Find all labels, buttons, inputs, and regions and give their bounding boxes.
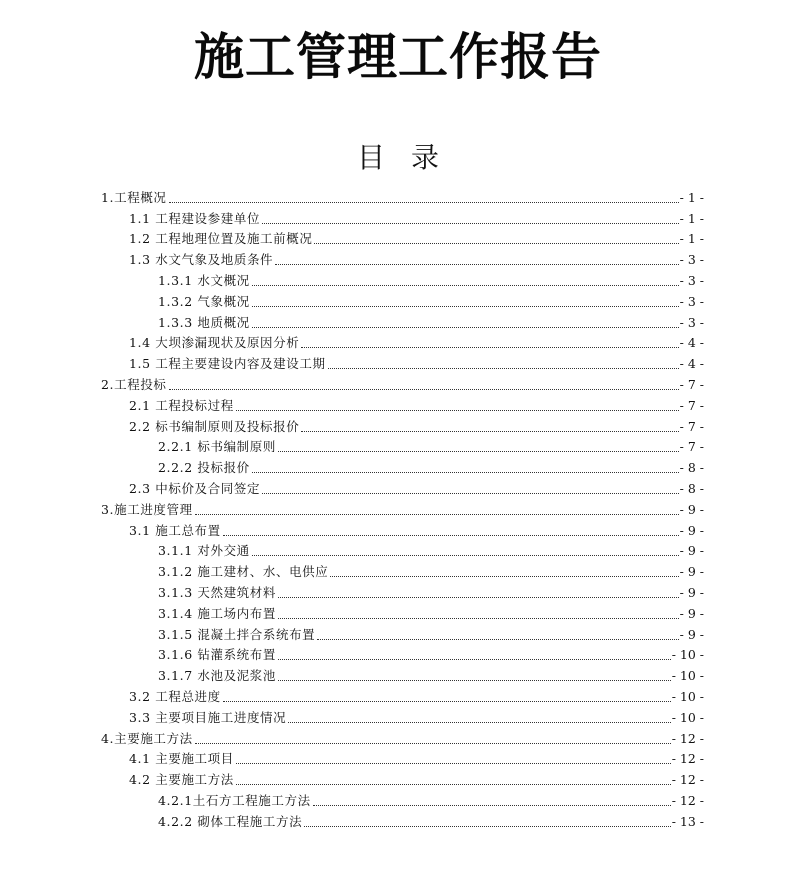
toc-entry-title: 2.2 标书编制原则及投标报价 xyxy=(129,418,300,434)
toc-entry[interactable] xyxy=(0,789,796,810)
toc-entry[interactable] xyxy=(0,290,796,311)
toc-entry-title: 4.2.2 砌体工程施工方法 xyxy=(158,813,303,829)
toc-dot-leader xyxy=(252,471,679,473)
toc-entry-title: 3.1.6 钻灌系统布置 xyxy=(158,647,276,663)
toc-entry[interactable] xyxy=(0,207,796,228)
toc-entry[interactable] xyxy=(0,727,796,748)
toc-entry-title: 2.2.2 投标报价 xyxy=(158,460,250,476)
toc-entry-title: 4.2 主要施工方法 xyxy=(129,772,234,788)
toc-dot-leader xyxy=(169,388,679,390)
toc-entry-title: 3.1.7 水池及泥浆池 xyxy=(158,668,276,684)
toc-page-number: - 10 - xyxy=(671,688,704,704)
toc-page-number: - 9 - xyxy=(679,605,704,621)
toc-dot-leader xyxy=(278,658,671,660)
toc-dot-leader xyxy=(169,201,679,203)
toc-entry[interactable] xyxy=(0,456,796,477)
toc-entry-title: 1.工程概况 xyxy=(101,189,167,205)
toc-entry[interactable] xyxy=(0,685,796,706)
toc-entry-title: 3.1.1 对外交通 xyxy=(158,543,250,559)
toc-entry[interactable] xyxy=(0,311,796,332)
toc-entry-title: 1.3.1 水文概况 xyxy=(158,272,250,288)
toc-entry[interactable] xyxy=(0,768,796,789)
toc-entry[interactable] xyxy=(0,810,796,831)
toc-entry[interactable] xyxy=(0,644,796,665)
toc-page-number: - 3 - xyxy=(679,314,704,330)
toc-page-number: - 7 - xyxy=(679,418,704,434)
toc-entry-title: 4.2.1土石方工程施工方法 xyxy=(158,792,311,808)
toc-entry[interactable] xyxy=(0,706,796,727)
toc-dot-leader xyxy=(195,742,671,744)
toc-page-number: - 7 - xyxy=(679,397,704,413)
toc-page-number: - 9 - xyxy=(679,564,704,580)
toc-entry-title: 2.2.1 标书编制原则 xyxy=(158,439,276,455)
toc-entry[interactable] xyxy=(0,436,796,457)
toc-dot-leader xyxy=(252,554,679,556)
toc-page-number: - 3 - xyxy=(679,272,704,288)
toc-dot-leader xyxy=(278,596,679,598)
toc-page-number: - 1 - xyxy=(679,210,704,226)
toc-page-number: - 9 - xyxy=(679,501,704,517)
toc-page-number: - 4 - xyxy=(679,356,704,372)
toc-dot-leader xyxy=(236,783,671,785)
toc-entry[interactable] xyxy=(0,373,796,394)
toc-entry[interactable] xyxy=(0,540,796,561)
toc-dot-leader xyxy=(236,762,671,764)
toc-dot-leader xyxy=(252,305,679,307)
toc-entry[interactable] xyxy=(0,748,796,769)
toc-page-number: - 10 - xyxy=(671,647,704,663)
toc-dot-leader xyxy=(301,430,678,432)
toc-entry-title: 3.1.5 混凝土拌合系统布置 xyxy=(158,626,316,642)
toc-entry[interactable] xyxy=(0,248,796,269)
table-of-contents xyxy=(0,186,796,831)
toc-dot-leader xyxy=(275,263,678,265)
toc-page-number: - 9 - xyxy=(679,584,704,600)
toc-page-number: - 8 - xyxy=(679,480,704,496)
toc-dot-leader xyxy=(195,513,679,515)
toc-page-number: - 3 - xyxy=(679,252,704,268)
toc-entry[interactable] xyxy=(0,519,796,540)
toc-dot-leader xyxy=(328,367,679,369)
toc-entry[interactable] xyxy=(0,664,796,685)
toc-dot-leader xyxy=(278,450,679,452)
toc-entry[interactable] xyxy=(0,477,796,498)
toc-heading: 目录 xyxy=(356,141,465,174)
toc-entry-title: 1.1 工程建设参建单位 xyxy=(129,210,261,226)
toc-page-number: - 12 - xyxy=(671,751,704,767)
toc-page-number: - 12 - xyxy=(671,792,704,808)
toc-dot-leader xyxy=(252,326,679,328)
toc-entry-title: 4.1 主要施工项目 xyxy=(129,751,234,767)
toc-entry-title: 1.3.2 气象概况 xyxy=(158,293,250,309)
toc-page-number: - 1 - xyxy=(679,189,704,205)
toc-dot-leader xyxy=(314,242,678,244)
toc-dot-leader xyxy=(313,804,671,806)
toc-page-number: - 7 - xyxy=(679,439,704,455)
toc-entry-title: 2.1 工程投标过程 xyxy=(129,397,234,413)
toc-entry-title: 2.工程投标 xyxy=(101,376,167,392)
toc-entry-title: 3.1.2 施工建材、水、电供应 xyxy=(158,564,329,580)
toc-entry[interactable] xyxy=(0,394,796,415)
toc-dot-leader xyxy=(236,409,679,411)
toc-page-number: - 10 - xyxy=(671,668,704,684)
toc-dot-leader xyxy=(301,346,678,348)
toc-dot-leader xyxy=(252,284,679,286)
toc-page-number: - 13 - xyxy=(671,813,704,829)
toc-entry[interactable] xyxy=(0,560,796,581)
toc-page-number: - 4 - xyxy=(679,335,704,351)
toc-entry[interactable] xyxy=(0,498,796,519)
toc-page-number: - 10 - xyxy=(671,709,704,725)
toc-dot-leader xyxy=(223,700,671,702)
toc-entry-title: 1.2 工程地理位置及施工前概况 xyxy=(129,231,313,247)
toc-entry[interactable] xyxy=(0,332,796,353)
toc-dot-leader xyxy=(262,492,679,494)
toc-entry-title: 1.5 工程主要建设内容及建设工期 xyxy=(129,356,326,372)
toc-entry-title: 3.3 主要项目施工进度情况 xyxy=(129,709,287,725)
toc-dot-leader xyxy=(262,222,679,224)
toc-entry-title: 3.1.4 施工场内布置 xyxy=(158,605,276,621)
toc-page-number: - 12 - xyxy=(671,772,704,788)
toc-entry[interactable] xyxy=(0,415,796,436)
toc-entry-title: 1.4 大坝渗漏现状及原因分析 xyxy=(129,335,300,351)
toc-dot-leader xyxy=(278,617,679,619)
toc-entry-title: 3.施工进度管理 xyxy=(101,501,193,517)
toc-entry[interactable] xyxy=(0,352,796,373)
toc-page-number: - 7 - xyxy=(679,376,704,392)
toc-entry[interactable] xyxy=(0,269,796,290)
toc-page-number: - 1 - xyxy=(679,231,704,247)
toc-dot-leader xyxy=(278,679,671,681)
toc-entry-title: 4.主要施工方法 xyxy=(101,730,193,746)
toc-dot-leader xyxy=(288,721,670,723)
toc-entry-title: 2.3 中标价及合同签定 xyxy=(129,480,261,496)
toc-entry-title: 3.2 工程总进度 xyxy=(129,688,221,704)
toc-dot-leader xyxy=(317,638,678,640)
toc-page-number: - 9 - xyxy=(679,522,704,538)
toc-dot-leader xyxy=(304,825,671,827)
toc-dot-leader xyxy=(223,534,679,536)
toc-entry[interactable] xyxy=(0,581,796,602)
toc-entry-title: 1.3.3 地质概况 xyxy=(158,314,250,330)
toc-entry[interactable] xyxy=(0,602,796,623)
toc-page-number: - 3 - xyxy=(679,293,704,309)
toc-entry-title: 3.1.3 天然建筑材料 xyxy=(158,584,276,600)
toc-page-number: - 12 - xyxy=(671,730,704,746)
toc-page-number: - 9 - xyxy=(679,626,704,642)
toc-dot-leader xyxy=(330,575,678,577)
toc-entry[interactable] xyxy=(0,623,796,644)
toc-entry-title: 3.1 施工总布置 xyxy=(129,522,221,538)
toc-page-number: - 8 - xyxy=(679,460,704,476)
toc-entry[interactable] xyxy=(0,228,796,249)
toc-page-number: - 9 - xyxy=(679,543,704,559)
document-title: 施工管理工作报告 xyxy=(194,28,602,86)
toc-entry-title: 1.3 水文气象及地质条件 xyxy=(129,252,274,268)
toc-entry[interactable] xyxy=(0,186,796,207)
